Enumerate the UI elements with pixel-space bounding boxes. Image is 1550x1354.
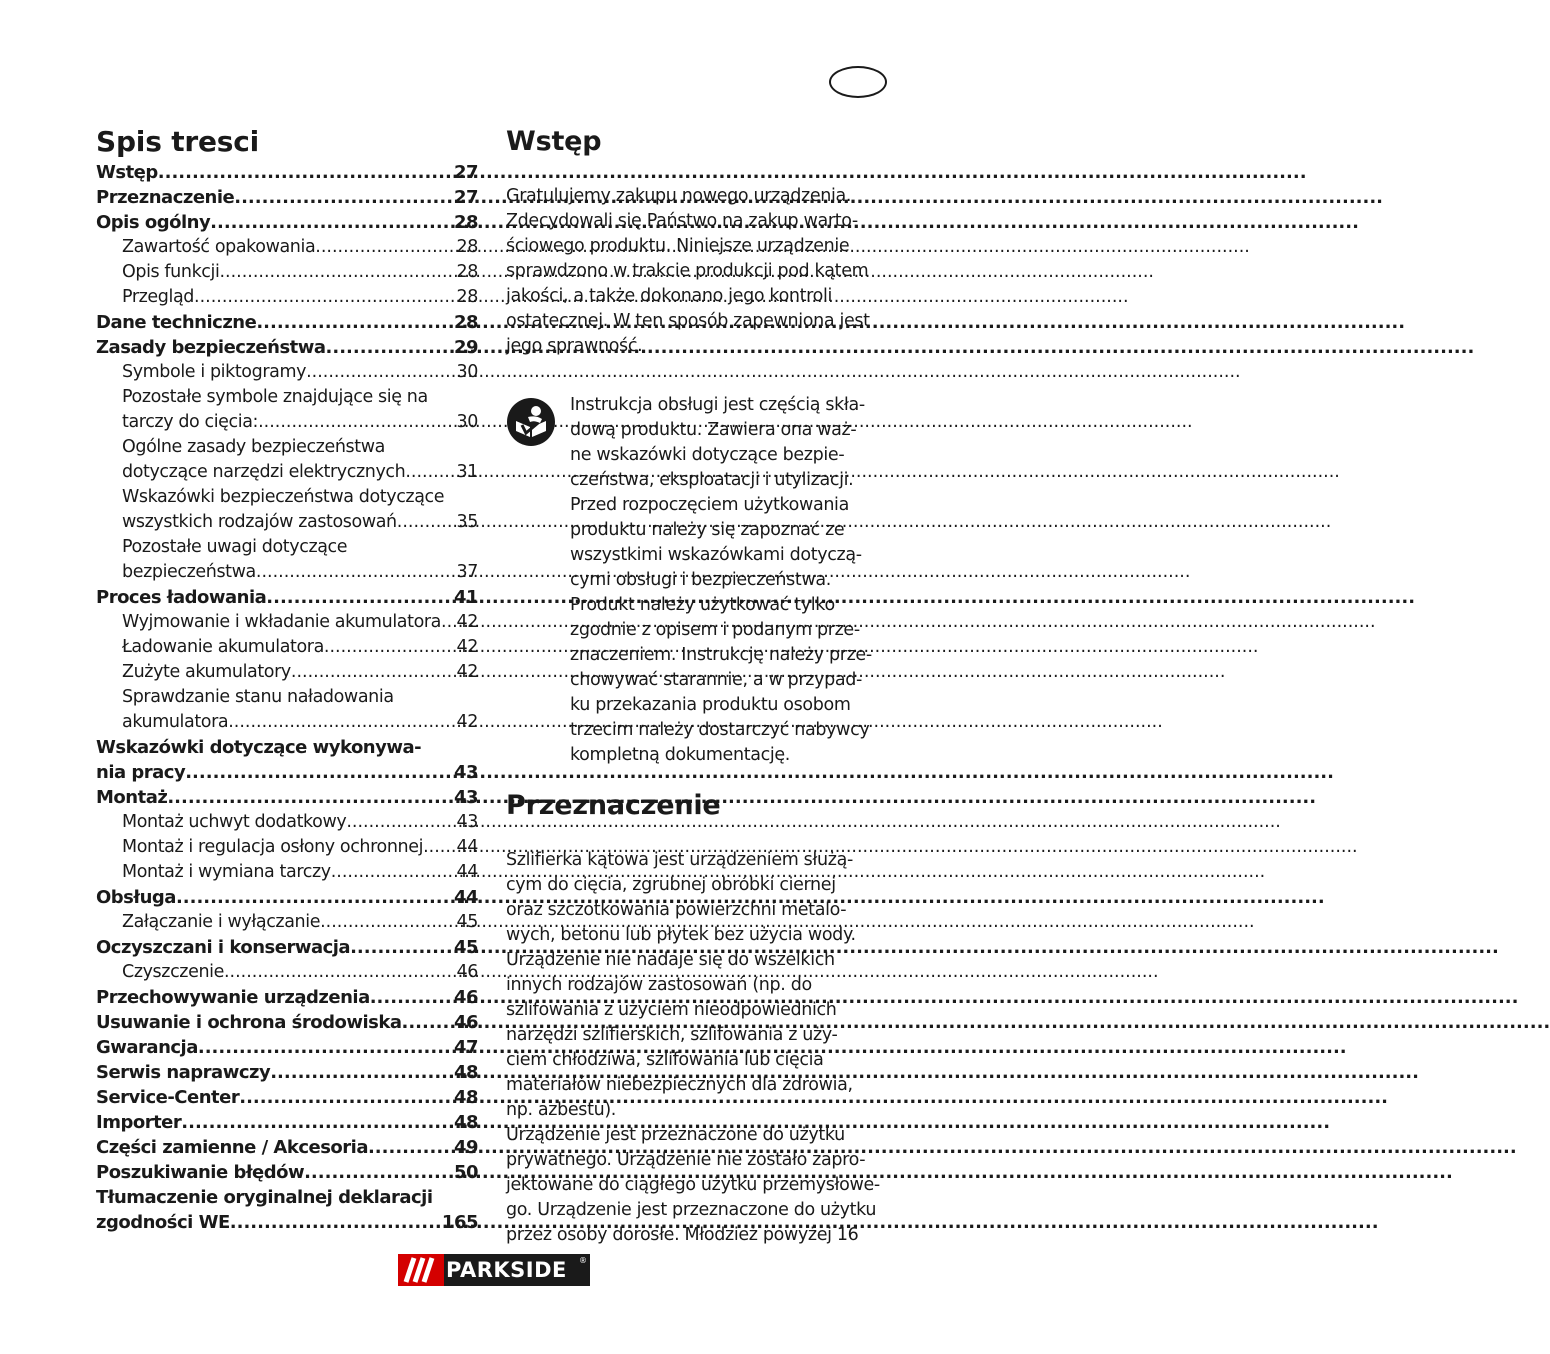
toc-entry[interactable] — [96, 785, 478, 810]
toc-entry[interactable] — [96, 635, 478, 660]
toc-entry-line: Tłumaczenie oryginalnej deklaracji — [96, 1187, 433, 1208]
toc-entry-label: Montaż uchwyt dodatkowy — [122, 812, 347, 832]
toc-entry[interactable] — [96, 810, 478, 835]
toc-entry-line: Sprawdzanie stanu naładowania — [122, 687, 394, 707]
toc-entry-label: Obsługa — [96, 887, 176, 908]
purpose-section — [506, 788, 892, 1248]
toc-entry-leader — [331, 860, 456, 885]
toc-entry-label: Przegląd — [122, 287, 194, 307]
toc-entry[interactable] — [96, 185, 478, 210]
toc-entry-leader — [270, 1060, 453, 1085]
intro-section — [506, 124, 892, 768]
toc-entry-page: 48 — [453, 1062, 478, 1083]
toc-entry-leader — [176, 885, 453, 910]
toc-entry[interactable] — [96, 210, 478, 235]
toc-entry-label: Importer — [96, 1112, 182, 1133]
toc-entry-leader — [291, 660, 456, 685]
toc-entry-label: nia pracy — [96, 762, 186, 783]
toc-entry[interactable] — [96, 1035, 478, 1060]
toc-entry-page: 44 — [456, 837, 478, 857]
toc-entry-leader — [368, 1135, 453, 1160]
toc-entry-line: Pozostałe uwagi dotyczące — [122, 537, 348, 557]
manual-note-line: Produkt należy użytkować tylko — [570, 595, 835, 615]
purpose-paragraph-line: cym do cięcia, zgrubnej obróbki ciernej — [506, 875, 836, 895]
toc-entry-label: dotyczące narzędzi elektrycznych — [122, 462, 406, 482]
toc-entry-page: 48 — [453, 1112, 478, 1133]
toc-entry-page: 28 — [453, 212, 478, 233]
toc-entry-leader — [326, 335, 453, 360]
toc-entry-page: 29 — [453, 337, 478, 358]
toc-entry-label: Zasady bezpieczeństwa — [96, 337, 326, 358]
toc-entry-label: Zawartość opakowania — [122, 237, 316, 257]
toc-entry[interactable] — [96, 885, 478, 910]
manual-note-line: trzecim należy dostarczyć nabywcy — [570, 720, 870, 740]
toc-entry-label: Usuwanie i ochrona środowiska — [96, 1012, 402, 1033]
manual-note-line: chowywać starannie, a w przypad- — [570, 670, 862, 690]
toc-entry-label: Montaż i wymiana tarczy — [122, 862, 331, 882]
purpose-paragraph-line: ciem chłodziwa, szlifowania lub cięcia — [506, 1050, 824, 1070]
purpose-paragraph-line: oraz szczotkowania powierzchni metalo- — [506, 900, 847, 920]
toc-entry-page: 47 — [453, 1037, 478, 1058]
toc-entry-page: 27 — [453, 187, 478, 208]
manual-note-line: Przed rozpoczęciem użytkowania — [570, 495, 849, 515]
toc-entry-page: 48 — [453, 1087, 478, 1108]
manual-note-line: czeństwa, eksploatacji i utylizacji. — [570, 470, 854, 490]
toc-entry-page: 42 — [456, 637, 478, 657]
manual-note-line: dową produktu. Zawiera ona waż- — [570, 420, 857, 440]
manual-note-line: ku przekazania produktu osobom — [570, 695, 851, 715]
toc-entry-page: 45 — [456, 912, 478, 932]
toc-entry-page: 27 — [453, 162, 478, 183]
purpose-paragraph-1 — [506, 848, 892, 1123]
toc-entry[interactable] — [96, 335, 478, 360]
toc-entry[interactable] — [96, 460, 478, 485]
toc-entry-page: 50 — [453, 1162, 478, 1183]
toc-entry-leader — [198, 1035, 453, 1060]
toc-entry-page: 37 — [456, 562, 478, 582]
manual-note-line: Instrukcja obsługi jest częścią skła- — [570, 395, 865, 415]
toc-entry-label: Załączanie i wyłączanie — [122, 912, 321, 932]
toc-entry-label: Oczyszczani i konserwacja — [96, 937, 351, 958]
toc-entry-label: tarczy do cięcia: — [122, 412, 259, 432]
toc-entry-page: 28 — [456, 237, 478, 257]
toc-entry[interactable] — [96, 310, 478, 335]
toc-entry[interactable] — [96, 410, 478, 435]
manual-note-line: ne wskazówki dotyczące bezpie- — [570, 445, 845, 465]
toc-entry-leader — [441, 610, 456, 635]
toc-entry-leader — [167, 785, 453, 810]
purpose-paragraph-line: go. Urządzenie jest przeznaczone do użytku — [506, 1200, 877, 1220]
toc-entry-page: 43 — [456, 812, 478, 832]
language-badge — [829, 66, 887, 98]
toc-entry[interactable] — [96, 760, 478, 785]
toc-entry-label: bezpieczeństwa — [122, 562, 256, 582]
toc-entry-page: 43 — [453, 787, 478, 808]
purpose-paragraph-line: innych rodzajów zastosowań (np. do — [506, 975, 812, 995]
content-column — [506, 124, 892, 1248]
toc-entry-leader — [194, 285, 456, 310]
toc-entry-label: Symbole i piktogramy — [122, 362, 307, 382]
manual-note-line: wszystkimi wskazówkami dotyczą- — [570, 545, 862, 565]
toc-entry-label: zgodności WE — [96, 1212, 230, 1233]
toc-entry[interactable] — [96, 1060, 478, 1085]
toc-entry-leader — [210, 210, 453, 235]
toc-entry-line: Wskazówki bezpieczeństwa dotyczące — [122, 487, 445, 507]
toc-entry-leader — [181, 1110, 453, 1135]
intro-paragraph-line: Gratulujemy zakupu nowego urządzenia. — [506, 186, 852, 206]
toc-entry[interactable] — [96, 660, 478, 685]
toc-title: Spis tresci — [96, 125, 260, 158]
intro-paragraph-line: sprawdzono w trakcie produkcji pod kątem — [506, 261, 869, 281]
toc-entry[interactable] — [96, 1110, 478, 1135]
toc-entry-page: 28 — [453, 312, 478, 333]
toc-entry-label: Przechowywanie urządzenia — [96, 987, 370, 1008]
toc-entry-page: 42 — [456, 712, 478, 732]
toc-entry-leader — [256, 310, 453, 335]
toc-entry-leader — [230, 1210, 441, 1235]
toc-entry-page: 30 — [456, 412, 478, 432]
intro-paragraph-line: ściowego produktu. Niniejsze urządzenie — [506, 236, 850, 256]
toc-entry[interactable] — [96, 360, 478, 385]
toc-entry-page: 42 — [456, 662, 478, 682]
toc-entry-label: Poszukiwanie błędów — [96, 1162, 305, 1183]
toc-entry-label: Opis funkcji — [122, 262, 220, 282]
toc-entry[interactable] — [96, 560, 478, 585]
toc-entry[interactable] — [96, 585, 478, 610]
toc-entry-line: Wskazówki dotyczące wykonywa- — [96, 737, 422, 758]
toc-entry[interactable] — [96, 1135, 478, 1160]
purpose-paragraph-line: wych, betonu lub płytek bez użycia wody. — [506, 925, 856, 945]
toc-entry-leader — [315, 235, 455, 260]
purpose-paragraph-line: np. azbestu). — [506, 1100, 617, 1120]
manual-note-line: zgodnie z opisem i podanym prze- — [570, 620, 860, 640]
toc-entry-leader — [256, 560, 456, 585]
intro-paragraph-line: Zdecydowali się Państwo na zakup warto- — [506, 211, 858, 231]
toc-entry-page: 46 — [453, 987, 478, 1008]
toc-entry-page: 30 — [456, 362, 478, 382]
toc-entry[interactable] — [96, 1210, 478, 1235]
toc-entry-leader — [320, 910, 455, 935]
toc-entry-leader — [350, 935, 453, 960]
toc-entry-leader — [234, 185, 453, 210]
toc-entry[interactable] — [96, 835, 478, 860]
toc-entry[interactable] — [96, 610, 478, 635]
toc-entry[interactable] — [96, 960, 478, 985]
toc-entry[interactable] — [96, 160, 478, 185]
manual-note-line: kompletną dokumentację. — [570, 745, 790, 765]
toc-entry-page: 28 — [456, 262, 478, 282]
toc-entry-leader — [258, 410, 455, 435]
toc-entry-leader — [224, 960, 456, 985]
toc-entry-leader — [324, 635, 456, 660]
toc-entry-label: Części zamienne / Akcesoria — [96, 1137, 368, 1158]
toc-entry[interactable] — [96, 510, 478, 535]
toc-entry-leader — [306, 360, 455, 385]
toc-entry-page: 43 — [453, 762, 478, 783]
toc-entry-label: Serwis naprawczy — [96, 1062, 271, 1083]
purpose-paragraph-line: Szlifierka kątowa jest urządzeniem służą- — [506, 850, 853, 870]
toc-entry-page: 44 — [456, 862, 478, 882]
logo-registered-mark: ® — [579, 1256, 587, 1265]
intro-heading: Wstęp — [506, 126, 602, 157]
toc-entry-leader — [304, 1160, 453, 1185]
toc-entry-label: Service-Center — [96, 1087, 240, 1108]
toc-entry[interactable] — [96, 1160, 478, 1185]
manual-note-line: produktu należy się zapoznać ze — [570, 520, 845, 540]
toc-entry-label: Montaż — [96, 787, 168, 808]
purpose-paragraph-line: narzędzi szlifierskich, szlifowania z uży- — [506, 1025, 838, 1045]
manual-note-text — [570, 393, 872, 768]
toc-entry-leader — [266, 585, 453, 610]
purpose-paragraph-line: materiałów niebezpiecznych dla zdrowia, — [506, 1075, 853, 1095]
toc-entry-label: Zużyte akumulatory — [122, 662, 291, 682]
toc-entry-line: Ogólne zasady bezpieczeństwa — [122, 437, 385, 457]
toc-entry-leader — [401, 1010, 452, 1035]
toc-entry-leader — [158, 160, 453, 185]
purpose-paragraph-line: Urządzenie nie nadaje się do wszelkich — [506, 950, 835, 970]
intro-paragraph — [506, 184, 892, 359]
toc-entry-page: 35 — [456, 512, 478, 532]
toc-entry-leader — [423, 835, 455, 860]
toc-entry-label: Wstęp — [96, 162, 158, 183]
purpose-paragraph-line: jektowane do ciągłego użytku przemysłowe- — [506, 1175, 880, 1195]
toc-entry-page: 46 — [456, 962, 478, 982]
toc-entry-label: Dane techniczne — [96, 312, 257, 333]
toc-entry-label: akumulatora — [122, 712, 229, 732]
toc-entry-leader — [346, 810, 455, 835]
toc-entry-leader — [219, 260, 455, 285]
purpose-heading: Przeznaczenie — [506, 790, 721, 821]
toc-entry-label: wszystkich rodzajów zastosowań — [122, 512, 397, 532]
toc-entry[interactable] — [96, 860, 478, 885]
read-manual-icon — [506, 393, 570, 768]
purpose-paragraph-2 — [506, 1123, 892, 1248]
intro-paragraph-line: jakości, a także dokonano jego kontroli — [506, 286, 833, 306]
purpose-paragraph-line: Urządzenie jest przeznaczone do użytku — [506, 1125, 845, 1145]
toc-entry-label: Przeznaczenie — [96, 187, 235, 208]
toc-entry-page: 42 — [456, 612, 478, 632]
toc-entry-page: 44 — [453, 887, 478, 908]
logo-text: PARKSIDE — [446, 1258, 567, 1282]
logo-stripes-icon — [398, 1254, 444, 1286]
manual-note-line: znaczeniem. Instrukcję należy prze- — [570, 645, 872, 665]
toc-entry-page: 41 — [453, 587, 478, 608]
toc-entry[interactable] — [96, 285, 478, 310]
toc-entry-label: Ładowanie akumulatora — [122, 637, 324, 657]
toc-entry-label: Proces ładowania — [96, 587, 267, 608]
toc-entry-label: Montaż i regulacja osłony ochronnej — [122, 837, 424, 857]
toc-entry-page: 28 — [456, 287, 478, 307]
table-of-contents — [96, 124, 478, 1235]
toc-entry-page: 31 — [456, 462, 478, 482]
toc-entry[interactable] — [96, 985, 478, 1010]
toc-entry-label: Czyszczenie — [122, 962, 224, 982]
toc-entry[interactable] — [96, 710, 478, 735]
toc-entry-page: 46 — [453, 1012, 478, 1033]
purpose-paragraph-line: szlifowania z użyciem nieodpowiednich — [506, 1000, 837, 1020]
toc-entry-line: Pozostałe symbole znajdujące się na — [122, 387, 428, 407]
toc-entry-leader — [370, 985, 453, 1010]
intro-paragraph-line: jego sprawność. — [506, 336, 643, 356]
toc-entry-label: Opis ogólny — [96, 212, 211, 233]
toc-entry-label: Wyjmowanie i wkładanie akumulatora — [122, 612, 441, 632]
toc-entry[interactable] — [96, 910, 478, 935]
toc-entry-label: Gwarancja — [96, 1037, 198, 1058]
toc-entry[interactable] — [96, 1085, 478, 1110]
toc-entry[interactable] — [96, 1010, 478, 1035]
manual-note — [506, 393, 892, 768]
toc-entry-leader — [405, 460, 455, 485]
intro-paragraph-line: ostatecznej. W ten sposób zapewniona jest — [506, 311, 870, 331]
toc-entry-page: 45 — [453, 937, 478, 958]
toc-list — [96, 160, 478, 1235]
toc-entry[interactable] — [96, 235, 478, 260]
toc-entry[interactable] — [96, 260, 478, 285]
toc-entry-page: 165 — [441, 1212, 478, 1233]
purpose-paragraph-line: prywatnego. Urządzenie nie zostało zapro- — [506, 1150, 866, 1170]
toc-entry-leader — [228, 710, 455, 735]
toc-entry-leader — [397, 510, 456, 535]
parkside-logo — [398, 1254, 590, 1286]
manual-note-line: cymi obsługi i bezpieczeństwa. — [570, 570, 831, 590]
toc-entry-page: 49 — [453, 1137, 478, 1158]
purpose-paragraph-line: przez osoby dorosłe. Młodzież powyżej 16 — [506, 1225, 859, 1245]
toc-entry[interactable] — [96, 935, 478, 960]
toc-entry-leader — [185, 760, 453, 785]
toc-entry-leader — [239, 1085, 453, 1110]
